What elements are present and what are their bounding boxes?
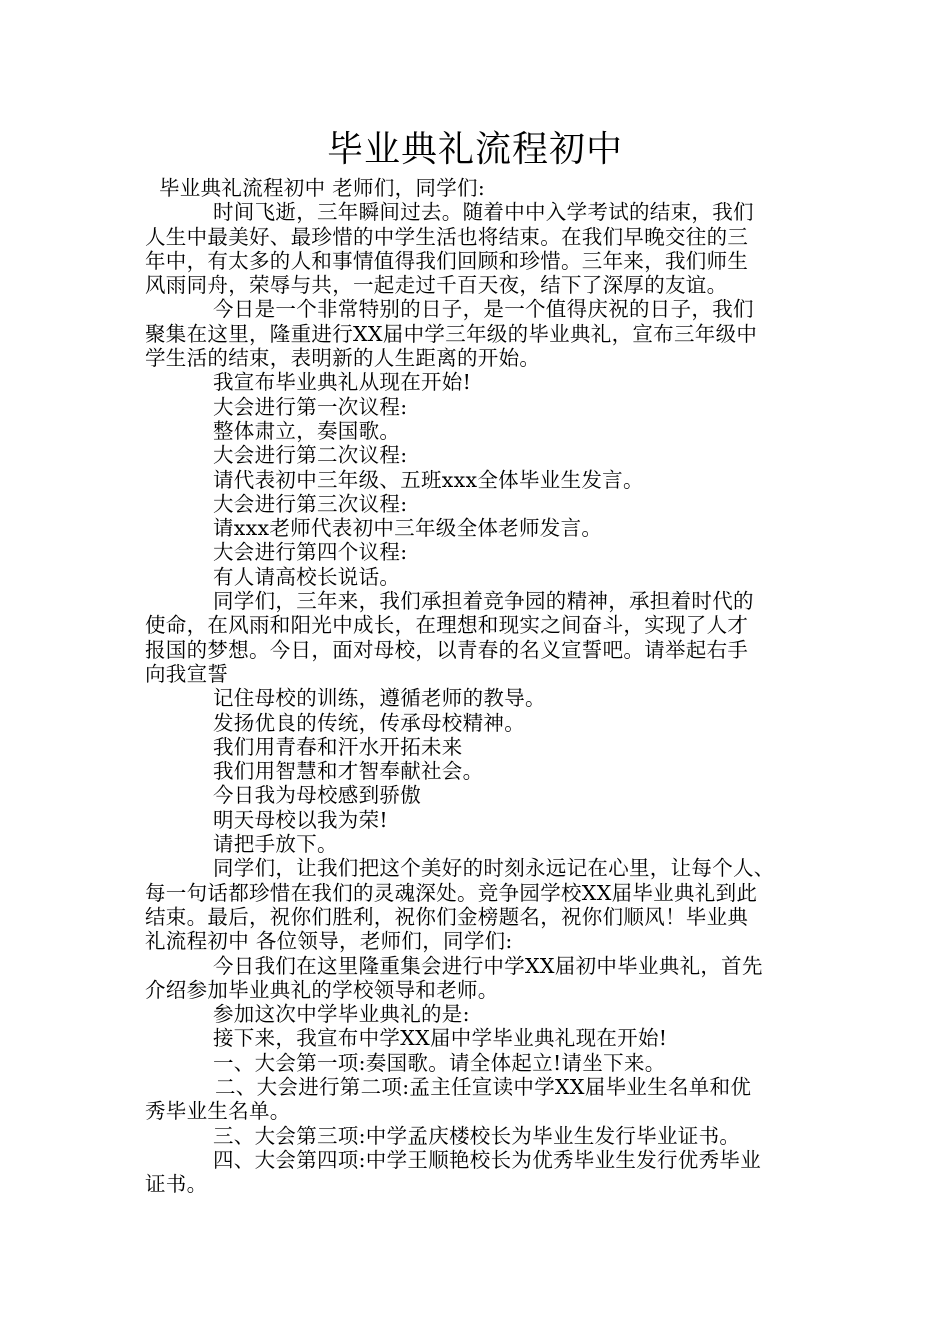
paragraph-line: 四、大会第四项:中学王顺艳校长为优秀毕业生发行优秀毕业 — [213, 1147, 762, 1172]
paragraph-line: 大会进行第一次议程: — [213, 394, 408, 419]
paragraph-line: 我们用智慧和才智奉献社会。 — [213, 759, 484, 784]
paragraph-line: 请把手放下。 — [213, 832, 338, 857]
paragraph-line: 接下来，我宣布中学XX届中学毕业典礼现在开始! — [213, 1026, 668, 1051]
paragraph-line: 参加这次中学毕业典礼的是: — [213, 1002, 470, 1027]
paragraph-line: 报国的梦想。今日，面对母校，以青春的名义宣誓吧。请举起右手 — [145, 637, 749, 662]
paragraph-line: 一、大会第一项:奏国歌。请全体起立!请坐下来。 — [213, 1050, 666, 1075]
paragraph-line: 请代表初中三年级、五班xxx全体毕业生发言。 — [213, 467, 644, 492]
paragraph-line: 明天母校以我为荣! — [213, 807, 388, 832]
paragraph-line: 介绍参加毕业典礼的学校领导和老师。 — [145, 977, 499, 1002]
paragraph-line: 三、大会第三项:中学孟庆楼校长为毕业生发行毕业证书。 — [213, 1123, 741, 1148]
paragraph-line: 年中，有太多的人和事情值得我们回顾和珍惜。三年来，我们师生 — [145, 248, 749, 273]
document-title: 毕业典礼流程初中 — [326, 129, 623, 170]
paragraph-line: 大会进行第二次议程: — [213, 443, 408, 468]
paragraph-line: 记住母校的训练，遵循老师的教导。 — [213, 686, 546, 711]
paragraph-line: 每一句话都珍惜在我们的灵魂深处。竞争园学校XX届毕业典礼到此 — [145, 880, 758, 905]
paragraph-line: 请xxx老师代表初中三年级全体老师发言。 — [213, 516, 603, 541]
paragraph-line: 毕业典礼流程初中 老师们，同学们: — [159, 176, 486, 200]
document-body — [145, 176, 815, 1196]
paragraph-line: 人生中最美好、最珍惜的中学生活也将结束。在我们早晚交往的三 — [145, 224, 749, 249]
paragraph-line: 今日我为母校感到骄傲 — [213, 783, 421, 808]
paragraph-line: 整体肃立，奏国歌。 — [213, 418, 401, 443]
paragraph-line: 发扬优良的传统，传承母校精神。 — [213, 710, 525, 735]
paragraph-line: 风雨同舟，荣辱与共，一起走过千百天夜，结下了深厚的友谊。 — [145, 273, 728, 298]
paragraph-line: 结束。最后，祝你们胜利，祝你们金榜题名，祝你们顺风！毕业典 — [145, 904, 749, 929]
paragraph-line: 聚集在这里，隆重进行XX届中学三年级的毕业典礼，宣布三年级中 — [145, 321, 758, 346]
paragraph-line: 礼流程初中 各位领导，老师们，同学们: — [145, 929, 513, 954]
paragraph-line: 我们用青春和汗水开拓未来 — [213, 734, 463, 759]
paragraph-line: 向我宣誓 — [145, 661, 229, 686]
paragraph-line: 大会进行第三次议程: — [213, 491, 408, 516]
paragraph-line: 我宣布毕业典礼从现在开始! — [213, 370, 472, 395]
paragraph-line: 时间飞逝，三年瞬间过去。随着中中入学考试的结束，我们 — [213, 200, 754, 225]
paragraph-line: 学生活的结束，表明新的人生距离的开始。 — [145, 346, 541, 371]
paragraph-line: 同学们，让我们把这个美好的时刻永远记在心里，让每个人、 — [213, 856, 775, 881]
paragraph-line: 大会进行第四个议程: — [213, 540, 408, 565]
paragraph-line: 今日我们在这里隆重集会进行中学XX届初中毕业典礼，首先 — [213, 953, 763, 978]
paragraph-line: 使命，在风雨和阳光中成长，在理想和现实之间奋斗，实现了人才 — [145, 613, 749, 638]
paragraph-line: 秀毕业生名单。 — [145, 1099, 291, 1124]
paragraph-line: 今日是一个非常特别的日子，是一个值得庆祝的日子，我们 — [213, 297, 754, 322]
paragraph-line: 证书。 — [145, 1172, 208, 1197]
paragraph-line: 二、大会进行第二项:孟主任宣读中学XX届毕业生名单和优 — [215, 1074, 752, 1099]
paragraph-line: 有人请高校长说话。 — [213, 564, 401, 589]
paragraph-line: 同学们，三年来，我们承担着竞争园的精神，承担着时代的 — [213, 589, 754, 614]
